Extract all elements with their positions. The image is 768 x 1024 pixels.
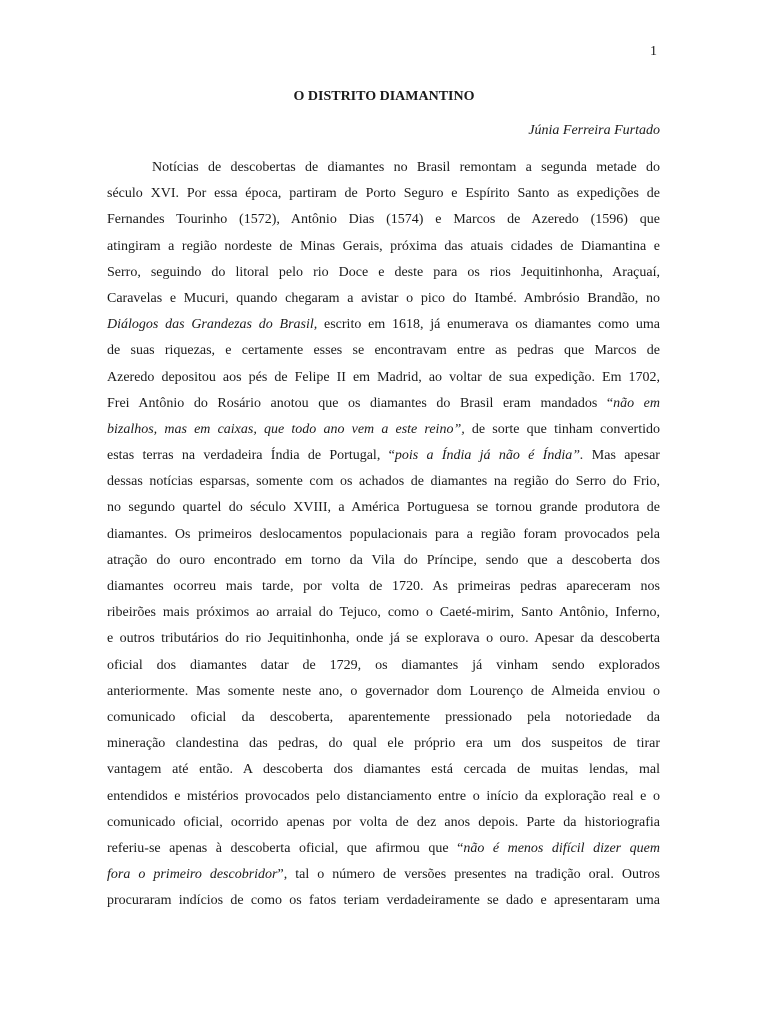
- paragraph-line: [107, 443, 660, 469]
- text-run: escrito em 1618, já enumerava os diamantes como uma: [317, 317, 660, 333]
- paragraph-line: [107, 574, 660, 600]
- text-run: referiu-se apenas à descoberta oficial, que afirmou que “: [107, 840, 464, 856]
- paragraph-line: [107, 705, 660, 731]
- paragraph-line: [107, 260, 660, 286]
- paragraph-line: [107, 207, 660, 233]
- paragraph-line: [107, 600, 660, 626]
- text-run: ”, tal o número de versões presentes na tradição oral. Outros: [277, 867, 660, 883]
- italic-text: bizalhos, mas em caixas, que todo ano vem a este reino”,: [107, 421, 465, 437]
- text-run: comunicado oficial, ocorrido apenas por volta de dez anos depois. Parte da historiografia: [107, 814, 660, 830]
- text-run: procuraram indícios de como os fatos teriam verdadeiramente se dado e apresentaram uma: [107, 893, 660, 909]
- text-run: diamantes. Os primeiros deslocamentos populacionais para a região foram provocados pela: [107, 526, 660, 542]
- italic-text: Diálogos das Grandezas do Brasil,: [107, 317, 318, 333]
- italic-text: pois a Índia já não é Índia”.: [394, 448, 584, 464]
- paragraph-line: [107, 522, 660, 548]
- paragraph-line: [107, 836, 660, 862]
- paragraph-line: [107, 365, 660, 391]
- text-run: vantagem até então. A descoberta dos diamantes está cercada de muitas lendas, mal: [107, 762, 660, 778]
- text-run: Mas apesar: [583, 448, 660, 464]
- paragraph-line: [107, 862, 660, 888]
- text-run: de suas riquezas, e certamente esses se encontravam entre as pedras que Marcos de: [107, 343, 660, 359]
- text-run: Fernandes Tourinho (1572), Antônio Dias (1574) e Marcos de Azeredo (1596) que: [107, 212, 660, 228]
- text-run: atingiram a região nordeste de Minas Gerais, próxima das atuais cidades de Diamantina e: [107, 238, 660, 254]
- paragraph-line: [107, 888, 660, 914]
- paragraph-line: [107, 155, 660, 181]
- text-run: mineração clandestina das pedras, do qual ele próprio era um dos suspeitos de tirar: [107, 736, 660, 752]
- text-run: dessas notícias esparsas, somente com os achados de diamantes na região do Serro do Frio,: [107, 474, 660, 490]
- paragraph-line: [107, 548, 660, 574]
- text-run: século XVI. Por essa época, partiram de Porto Seguro e Espírito Santo as expedições de: [107, 186, 660, 202]
- text-run: e outros tributários do rio Jequitinhonha, onde já se explorava o ouro. Apesar da descoberta: [107, 631, 660, 647]
- text-run: de sorte que tinham convertido: [464, 421, 660, 437]
- page-number: 1: [650, 44, 657, 59]
- document-title: O DISTRITO DIAMANTINO: [293, 89, 475, 104]
- text-run: entendidos e mistérios provocados pelo distanciamento entre o início da exploração real e o: [107, 788, 660, 804]
- paragraph-line: [107, 312, 660, 338]
- text-run: ribeirões mais próximos ao arraial do Tejuco, como o Caeté-mirim, Santo Antônio, Inferno,: [107, 605, 660, 621]
- text-run: Frei Antônio do Rosário anotou que os diamantes do Brasil eram mandados “: [107, 395, 614, 411]
- text-run: diamantes ocorreu mais tarde, por volta de 1720. As primeiras pedras apareceram nos: [107, 579, 660, 594]
- paragraph-line: [107, 653, 660, 679]
- text-run: Azeredo depositou aos pés de Felipe II em Madrid, ao voltar de sua expedição. Em 1702,: [107, 369, 660, 385]
- paragraph-line: [107, 784, 660, 810]
- author-name: Júnia Ferreira Furtado: [528, 123, 660, 138]
- text-run: comunicado oficial da descoberta, aparentemente pressionado pela notoriedade da: [107, 709, 660, 725]
- text-run: no segundo quartel do século XVIII, a América Portuguesa se tornou grande produtora de: [107, 500, 660, 516]
- paragraph-line: [107, 469, 660, 495]
- italic-text: não é menos difícil dizer quem: [463, 840, 660, 856]
- paragraph-line: [107, 181, 660, 207]
- text-run: oficial dos diamantes datar de 1729, os diamantes já vinham sendo explorados: [107, 657, 660, 673]
- paragraph-line: [107, 731, 660, 757]
- text-run: Caravelas e Mucuri, quando chegaram a avistar o pico do Itambé. Ambrósio Brandão, no: [107, 290, 660, 306]
- paragraph-line: [107, 495, 660, 521]
- text-run: estas terras na verdadeira Índia de Portugal, “: [107, 448, 395, 464]
- text-run: Notícias de descobertas de diamantes no Brasil remontam a segunda metade do: [152, 160, 660, 175]
- paragraph-line: [107, 417, 660, 443]
- paragraph-line: [107, 234, 660, 260]
- paragraph-line: [107, 286, 660, 312]
- text-run: atração do ouro encontrado em torno da Vila do Príncipe, sendo que a descoberta dos: [107, 552, 660, 568]
- italic-text: fora o primeiro descobridor: [107, 867, 278, 883]
- paragraph-line: [107, 810, 660, 836]
- paragraph-line: [107, 679, 660, 705]
- paragraph-line: [107, 338, 660, 364]
- text-run: Serro, seguindo do litoral pelo rio Doce e deste para os rios Jequitinhonha, Araçuaí,: [107, 264, 660, 280]
- italic-text: não em: [613, 395, 660, 411]
- paragraph-line: [107, 626, 660, 652]
- body-paragraph: [107, 155, 660, 914]
- paragraph-line: [107, 391, 660, 417]
- paragraph-line: [107, 757, 660, 783]
- text-run: anteriormente. Mas somente neste ano, o governador dom Lourenço de Almeida enviou o: [107, 683, 660, 699]
